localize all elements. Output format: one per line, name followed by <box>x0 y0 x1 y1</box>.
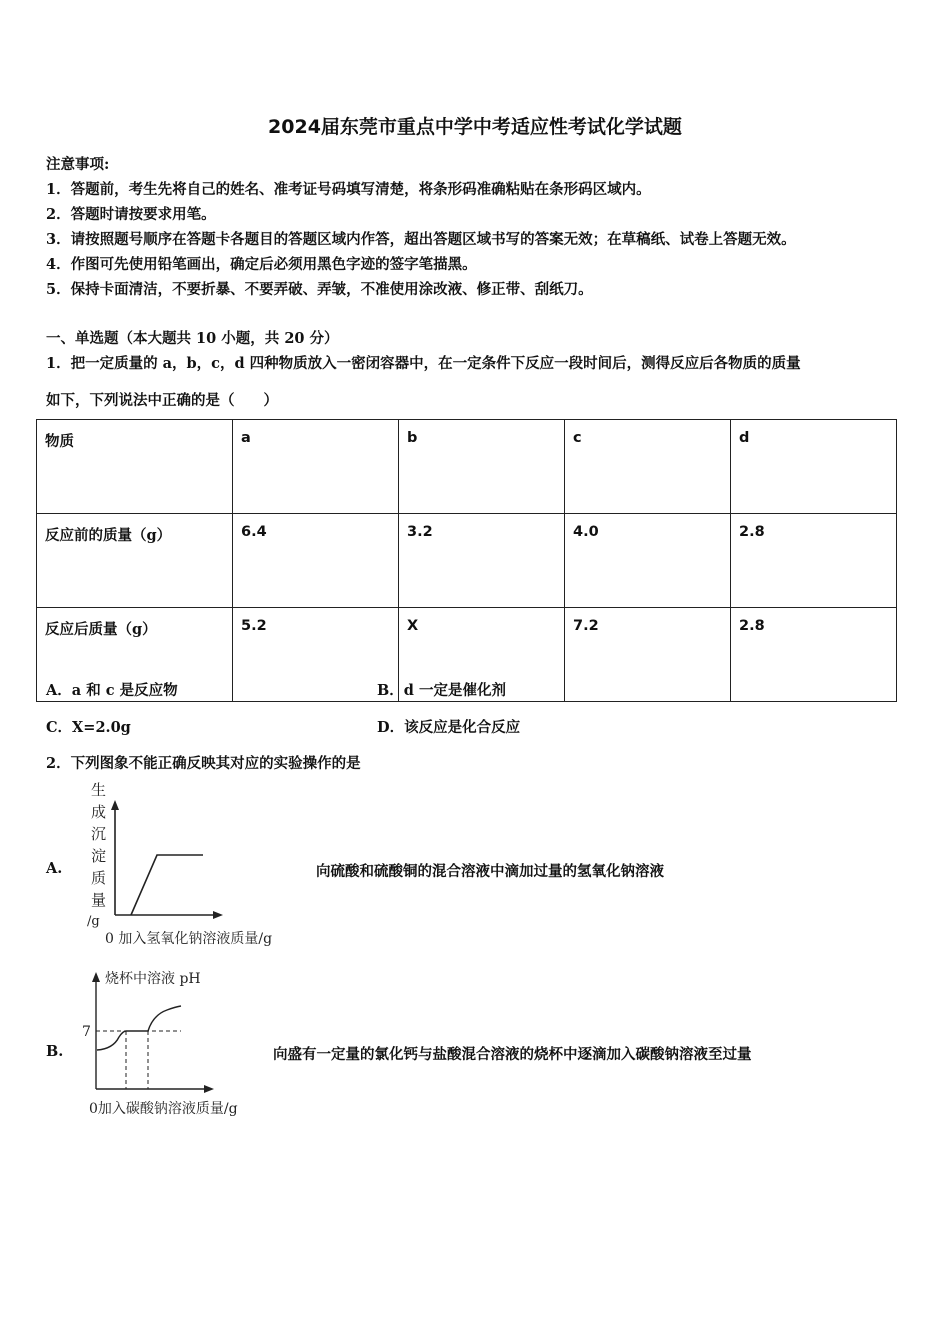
x-axis-arrow <box>204 1085 214 1093</box>
q2-option-a-description: 向硫酸和硫酸铜的混合溶液中滴加过量的氢氧化钠溶液 <box>316 863 664 880</box>
y-axis-char: 淀 <box>91 847 107 865</box>
table-cell: 5.2 <box>233 608 399 702</box>
table-cell: 4.0 <box>565 514 731 608</box>
table-row <box>37 420 897 514</box>
y-axis-char: 成 <box>91 803 107 821</box>
table-row <box>37 514 897 608</box>
y-axis-char: 生 <box>91 781 107 799</box>
table-cell: a <box>233 420 399 514</box>
notice-item: 1．答题前，考生先将自己的姓名、准考证号码填写清楚，将条形码准确粘贴在条形码区域内。 <box>46 181 651 198</box>
table-cell: 6.4 <box>233 514 399 608</box>
table-cell: c <box>565 420 731 514</box>
table-cell: X <box>399 608 565 702</box>
q1-data-table <box>36 419 897 702</box>
notice-item: 5．保持卡面清洁，不要折暴、不要弄破、弄皱，不准使用涂改液、修正带、刮纸刀。 <box>46 281 593 298</box>
y-axis-char: 质 <box>91 869 107 887</box>
y-axis-arrow <box>111 800 119 810</box>
table-cell: 物质 <box>37 420 233 514</box>
y-axis-unit: /g <box>87 914 100 929</box>
x-axis-arrow <box>213 911 223 919</box>
y-axis-arrow <box>92 972 100 982</box>
q2-stem: 2．下列图象不能正确反映其对应的实验操作的是 <box>46 755 361 772</box>
notice-heading: 注意事项: <box>46 156 110 173</box>
table-cell: 3.2 <box>399 514 565 608</box>
table-cell: d <box>731 420 897 514</box>
notice-item: 4．作图可先使用铅笔画出，确定后必须用黑色字迹的签字笔描黑。 <box>46 256 477 273</box>
q1-option-c[interactable]: C．X=2.0g <box>46 719 131 736</box>
table-cell: b <box>399 420 565 514</box>
section-heading: 一、单选题（本大题共 10 小题，共 20 分） <box>46 330 339 347</box>
notice-item: 2．答题时请按要求用笔。 <box>46 206 216 223</box>
q1-stem-line2: 如下，下列说法中正确的是（ ） <box>46 392 278 409</box>
notice-item: 3．请按照题号顺序在答题卡各题目的答题区域内作答，超出答题区域书写的答案无效；在草稿纸、试卷上答题无效。 <box>46 231 796 248</box>
y-axis-label: 烧杯中溶液 pH <box>105 971 201 987</box>
table-cell: 2.8 <box>731 514 897 608</box>
q1-option-d[interactable]: D．该反应是化合反应 <box>377 719 521 736</box>
page-title: 2024届东莞市重点中学中考适应性考试化学试题 <box>268 116 682 138</box>
table-cell: 反应前的质量（g） <box>37 514 233 608</box>
y-axis-char: 量 <box>91 891 107 909</box>
q2-option-b-description: 向盛有一定量的氯化钙与盐酸混合溶液的烧杯中逐滴加入碳酸钠溶液至过量 <box>273 1046 752 1063</box>
q2-option-a-label[interactable]: A. <box>46 860 63 877</box>
x-axis-label: 0加入碳酸钠溶液质量/g <box>89 1101 238 1117</box>
q2-option-a-graph <box>75 778 315 950</box>
y-tick-7: 7 <box>82 1024 91 1040</box>
table-cell: 反应后质量（g） <box>37 608 233 702</box>
precipitate-curve <box>131 855 203 915</box>
x-axis-label: 0 加入氢氧化钠溶液质量/g <box>105 931 273 947</box>
q1-stem: 1．把一定质量的 a，b，c，d 四种物质放入一密闭容器中，在一定条件下反应一段时间后，测得反应后各物质的质量 <box>46 355 801 372</box>
q2-option-b-graph <box>75 965 295 1125</box>
q2-option-b-label[interactable]: B. <box>46 1043 64 1060</box>
ph-curve <box>97 1006 181 1050</box>
table-cell: 7.2 <box>565 608 731 702</box>
y-axis-char: 沉 <box>91 825 107 843</box>
q1-option-a[interactable]: A．a 和 c 是反应物 <box>46 682 178 699</box>
q1-option-b[interactable]: B．d 一定是催化剂 <box>377 682 506 699</box>
table-cell: 2.8 <box>731 608 897 702</box>
